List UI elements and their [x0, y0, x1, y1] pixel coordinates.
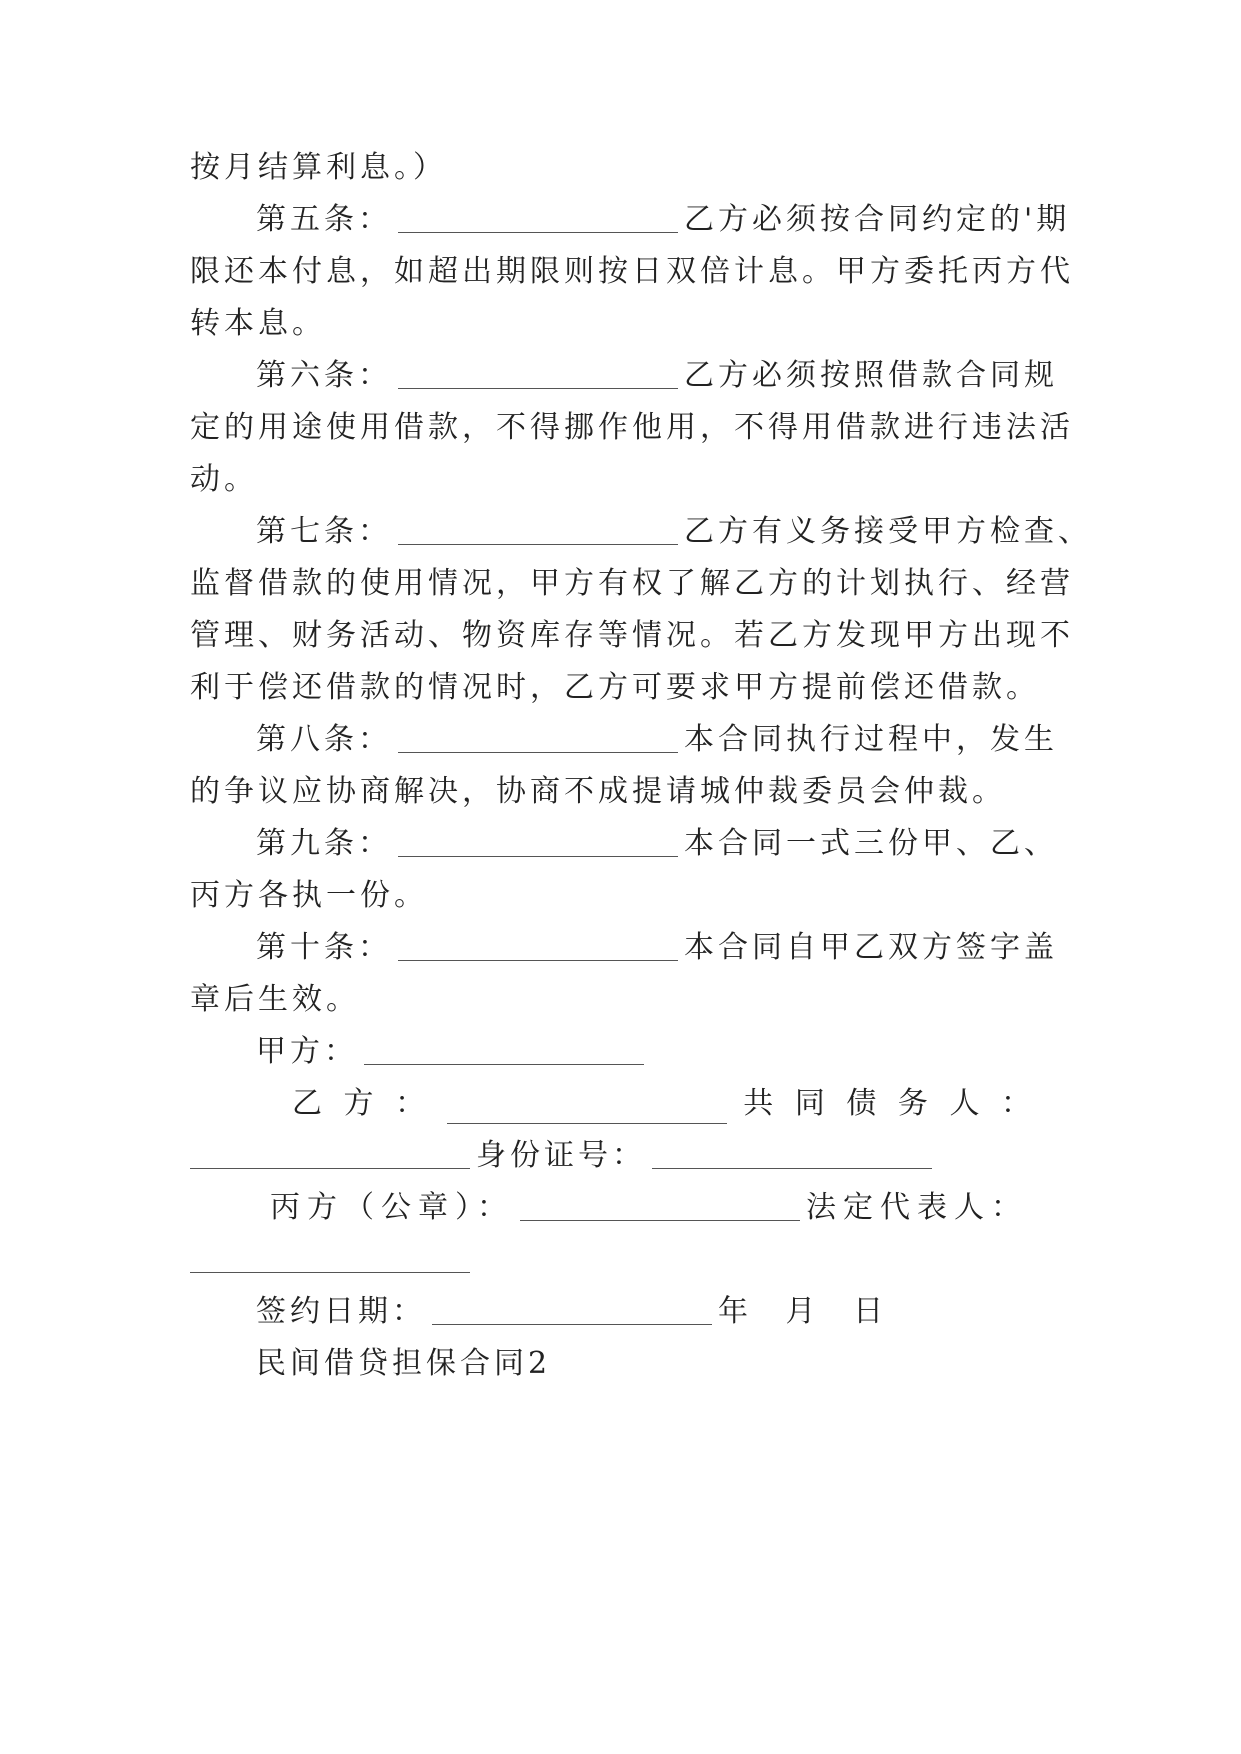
paragraph-line [190, 772, 1006, 812]
party-b-line [292, 1084, 1037, 1124]
paragraph-line [190, 616, 1074, 656]
paragraph-line [190, 252, 1074, 292]
date-units: 年 月 日 [718, 1294, 898, 1329]
clause-5-line [256, 200, 1070, 240]
clause-8-line [256, 720, 1058, 760]
id-number-blank[interactable] [652, 1138, 932, 1169]
signing-date-label: 签约日期： [256, 1294, 426, 1329]
text: 监督借款的使用情况，甲方有权了解乙方的计划执行、经营 [190, 566, 1074, 601]
fill-blank[interactable] [398, 930, 678, 961]
paragraph-line [190, 460, 258, 500]
clause-text: 本合同执行过程中，发生 [684, 722, 1058, 757]
clause-label: 第九条： [256, 826, 392, 861]
clause-text: 本合同一式三份甲、乙、 [684, 826, 1058, 861]
party-a-blank[interactable] [364, 1034, 644, 1065]
party-c-blank[interactable] [520, 1190, 800, 1221]
clause-label: 第十条： [256, 930, 392, 965]
legal-rep-blank[interactable] [190, 1242, 470, 1273]
clause-label: 第八条： [256, 722, 392, 757]
id-number-line [190, 1136, 938, 1176]
clause-text: 乙方必须按合同约定的'期 [684, 202, 1071, 237]
clause-text: 乙方有义务接受甲方检查、 [684, 514, 1092, 549]
paragraph-line [190, 564, 1074, 604]
text: 按月结算利息。） [190, 150, 447, 185]
clause-9-line [256, 824, 1058, 864]
id-number-label: 身份证号： [476, 1138, 646, 1173]
clause-label: 第五条： [256, 202, 392, 237]
text: 动。 [190, 462, 258, 497]
paragraph-line [190, 876, 428, 916]
clause-text: 乙方必须按照借款合同规 [684, 358, 1058, 393]
text: 限还本付息，如超出期限则按日双倍计息。甲方委托丙方代 [190, 254, 1074, 289]
text: 的争议应协商解决，协商不成提请城仲裁委员会仲裁。 [190, 774, 1006, 809]
paragraph-line [190, 148, 447, 188]
clause-text: 本合同自甲乙双方签字盖 [684, 930, 1058, 965]
co-debtor-label: 共 同 债 务 人 ： [743, 1086, 1037, 1121]
text: 丙方各执一份。 [190, 878, 428, 913]
paragraph-line [190, 408, 1074, 448]
contract-title: 民间借贷担保合同2 [256, 1346, 552, 1381]
party-b-label: 乙 方 ： [292, 1086, 432, 1121]
next-contract-title [256, 1344, 551, 1384]
legal-rep-line [190, 1240, 476, 1280]
fill-blank[interactable] [398, 202, 678, 233]
text: 定的用途使用借款，不得挪作他用，不得用借款进行违法活 [190, 410, 1074, 445]
fill-blank[interactable] [398, 826, 678, 857]
party-c-label: 丙方（公章）： [270, 1190, 514, 1225]
party-a-line [256, 1032, 650, 1072]
party-a-label: 甲方： [256, 1034, 358, 1069]
fill-blank[interactable] [398, 358, 678, 389]
clause-label: 第七条： [256, 514, 392, 549]
legal-rep-label: 法定代表人： [806, 1190, 1028, 1225]
co-debtor-blank[interactable] [190, 1138, 470, 1169]
clause-6-line [256, 356, 1058, 396]
clause-label: 第六条： [256, 358, 392, 393]
fill-blank[interactable] [398, 722, 678, 753]
paragraph-line [190, 304, 326, 344]
paragraph-line [190, 980, 360, 1020]
paragraph-line [190, 668, 1040, 708]
text: 章后生效。 [190, 982, 360, 1017]
clause-10-line [256, 928, 1058, 968]
party-b-blank[interactable] [447, 1093, 727, 1124]
signing-date-line [256, 1292, 897, 1332]
signing-date-blank[interactable] [432, 1294, 712, 1325]
clause-7-line [256, 512, 1092, 552]
party-c-line [270, 1188, 1028, 1228]
text: 管理、财务活动、物资库存等情况。若乙方发现甲方出现不 [190, 618, 1074, 653]
fill-blank[interactable] [398, 514, 678, 545]
text: 转本息。 [190, 306, 326, 341]
text: 利于偿还借款的情况时，乙方可要求甲方提前偿还借款。 [190, 670, 1040, 705]
